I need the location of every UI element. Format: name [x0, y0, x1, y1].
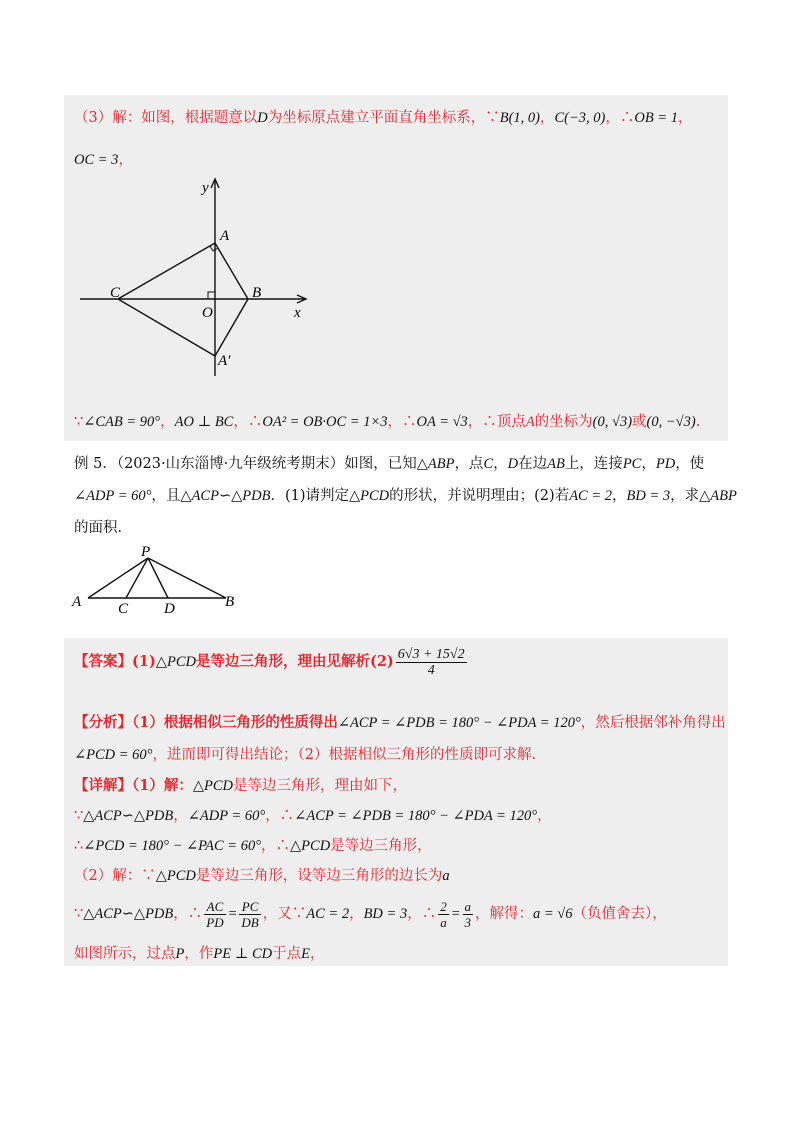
text: 的面积．	[74, 520, 132, 536]
fraction-ac-pd	[204, 899, 225, 930]
math: △PCD	[192, 778, 233, 794]
math: ∠ADP = 60°	[187, 808, 266, 824]
text: ，	[612, 488, 627, 504]
text: （2）解：∵	[74, 868, 156, 884]
detail-line-1	[74, 776, 407, 796]
text: 如图所示，过点	[74, 946, 176, 962]
detail-line-3	[74, 836, 432, 856]
detail-line-2	[74, 806, 552, 826]
text: ，使	[675, 456, 705, 472]
segment-CA	[118, 243, 215, 299]
label-A: A	[220, 228, 230, 244]
coordinate-figure	[74, 176, 324, 386]
text: 【答案】(1)	[74, 653, 156, 670]
text: ，求	[670, 488, 700, 504]
text: ∵	[74, 906, 84, 922]
detail-line-5	[74, 894, 667, 934]
text: .	[695, 414, 701, 430]
math: PC	[622, 456, 642, 472]
denominator: a	[440, 914, 447, 930]
text: ，∴	[265, 808, 295, 824]
math: △ACP∽△PDB	[83, 808, 174, 824]
text: 上，连接	[564, 456, 623, 472]
detail-line-4	[74, 866, 450, 886]
part3-line-1	[74, 108, 692, 128]
text: ∵	[74, 414, 84, 430]
text: 【详解】（1）解：	[74, 777, 193, 794]
text: ，∴	[233, 414, 263, 430]
text: ，且	[151, 488, 181, 504]
part3-line-2	[74, 150, 133, 170]
math: OA = √3	[416, 414, 468, 430]
math: AO ⊥ BC	[174, 414, 234, 430]
text: 于点	[272, 946, 302, 962]
math: P	[175, 946, 185, 962]
segment-AB	[215, 243, 248, 299]
text: ，	[309, 946, 325, 962]
text: ，	[493, 456, 508, 472]
example5-line-3	[74, 518, 132, 538]
text: ∵	[74, 808, 84, 824]
fraction-2-a	[438, 899, 449, 930]
text: 例 5．（2023·山东淄博·九年级统考期末）如图，已知	[74, 456, 417, 472]
text: ，然后根据邻补角得出	[580, 715, 726, 731]
math: ∠PCD = 180° − ∠PAC = 60°	[83, 838, 262, 854]
fraction-a-3	[463, 899, 474, 930]
math: ∠ADP = 60°	[74, 488, 152, 504]
label-A-prime: A′	[218, 353, 231, 369]
segment-A2B	[215, 299, 248, 356]
example5-line-2	[74, 486, 737, 506]
math: △PCD	[290, 838, 331, 854]
math: ∠CAB = 90°	[83, 414, 161, 430]
text: ，解得：	[475, 906, 533, 922]
answer-line	[74, 640, 469, 684]
segment-CA2	[118, 299, 215, 356]
math: (0, √3)	[592, 414, 633, 430]
label-A: A	[72, 594, 82, 610]
text: 在边	[518, 456, 548, 472]
math: OC = 3	[74, 152, 119, 168]
label-O: O	[202, 305, 213, 321]
text: ，∴	[605, 110, 635, 126]
analysis-line-1	[74, 713, 726, 733]
text: ，	[118, 152, 133, 168]
label-P: P	[141, 544, 151, 560]
text: ，进而即可得出结论；（2）根据相似三角形的性质即可求解.	[152, 747, 537, 763]
math: △PCD	[155, 654, 196, 670]
detail-line-6	[74, 944, 324, 964]
text: 为坐标原点建立平面直角坐标系，∵	[267, 110, 500, 126]
text: ，作	[184, 946, 214, 962]
text: （3）解：如图，根据题意以	[74, 110, 258, 126]
fraction-pc-db	[239, 899, 260, 930]
text: 或	[632, 414, 647, 430]
math: a = √6	[533, 906, 573, 922]
numerator: AC	[204, 899, 225, 915]
math: B(1, 0)	[499, 110, 540, 126]
denominator: 3	[464, 914, 471, 930]
math: △PCD	[155, 868, 196, 884]
text: ，∴	[173, 906, 203, 922]
label-B: B	[252, 285, 262, 301]
text: 是等边三角形，	[330, 838, 432, 854]
segment-PB	[148, 558, 226, 598]
math: OA² = OB·OC = 1×3	[262, 414, 388, 430]
text: ，	[677, 110, 693, 126]
text: （负值舍去），	[572, 906, 667, 922]
text: ，点	[454, 456, 484, 472]
segment-PA	[88, 558, 148, 598]
text: ，	[537, 808, 552, 824]
text: ，	[539, 110, 555, 126]
text: ，	[349, 906, 364, 922]
math: E	[301, 946, 310, 962]
part3-line-3	[74, 412, 700, 432]
math: OB = 1	[634, 110, 678, 126]
denominator: PD	[206, 914, 224, 930]
math: BD = 3	[363, 906, 408, 922]
math: PD	[655, 456, 676, 472]
label-C: C	[118, 601, 129, 614]
example5-line-1	[74, 454, 704, 474]
text: ，	[160, 414, 175, 430]
right-angle-mark-O	[208, 292, 215, 299]
math: D	[507, 456, 519, 472]
text: ，又∵	[262, 906, 307, 922]
math: △PCD	[349, 488, 390, 504]
text: ∴	[74, 838, 84, 854]
analysis-line-2	[74, 745, 536, 765]
math: A	[525, 414, 535, 430]
label-x: x	[294, 305, 301, 321]
math: AC = 2	[569, 488, 613, 504]
math: △ACP∽△PDB	[180, 488, 271, 504]
math: C	[483, 456, 494, 472]
math: ∠ACP = ∠PDB = 180° − ∠PDA = 120°	[294, 808, 538, 824]
triangle-figure	[70, 542, 250, 614]
text: ，∴顶点	[467, 414, 526, 430]
math: D	[257, 110, 268, 126]
math: a	[442, 868, 450, 884]
label-B: B	[225, 594, 235, 610]
math: PE ⊥ CD	[213, 946, 273, 962]
math: △ABP	[416, 456, 455, 472]
text: 【分析】（1）根据相似三角形的性质得出	[74, 714, 338, 731]
denominator: 4	[427, 662, 435, 678]
text: ．(1)请判定	[270, 488, 349, 504]
numerator: a	[464, 898, 471, 914]
segment-PC	[126, 558, 148, 598]
text: 是等边三角形，设等边三角形的边长为	[195, 868, 443, 884]
numerator: 6√3 + 15√2	[397, 646, 465, 662]
math: ∠PCD = 60°	[74, 747, 153, 763]
text: ，∴	[387, 414, 417, 430]
label-C: C	[110, 285, 121, 301]
math: △ABP	[699, 488, 737, 504]
text: ，	[641, 456, 656, 472]
text: 的形状，并说明理由；(2)若	[389, 488, 570, 504]
equals: =	[227, 906, 238, 922]
math: ∠ACP = ∠PDB = 180° − ∠PDA = 120°	[337, 715, 581, 731]
text: ，∴	[407, 906, 437, 922]
math: △ACP∽△PDB	[83, 906, 174, 922]
denominator: DB	[241, 914, 259, 930]
text: ，	[173, 808, 188, 824]
math: C(−3, 0)	[554, 110, 606, 126]
math: AB	[547, 456, 565, 472]
text: 是等边三角形，理由如下，	[233, 778, 407, 794]
math: AC = 2	[306, 906, 350, 922]
math: BD = 3	[626, 488, 671, 504]
segment-PD	[148, 558, 168, 598]
text: 是等边三角形，理由见解析(2)	[195, 653, 394, 670]
math: (0, −√3)	[646, 414, 696, 430]
numerator: 2	[440, 898, 447, 914]
text: 的坐标为	[534, 414, 593, 430]
label-D: D	[164, 601, 175, 614]
answer-fraction	[396, 647, 467, 678]
label-y: y	[202, 180, 209, 196]
equals: =	[450, 906, 461, 922]
numerator: PC	[239, 899, 260, 915]
text: ，∴	[261, 838, 291, 854]
